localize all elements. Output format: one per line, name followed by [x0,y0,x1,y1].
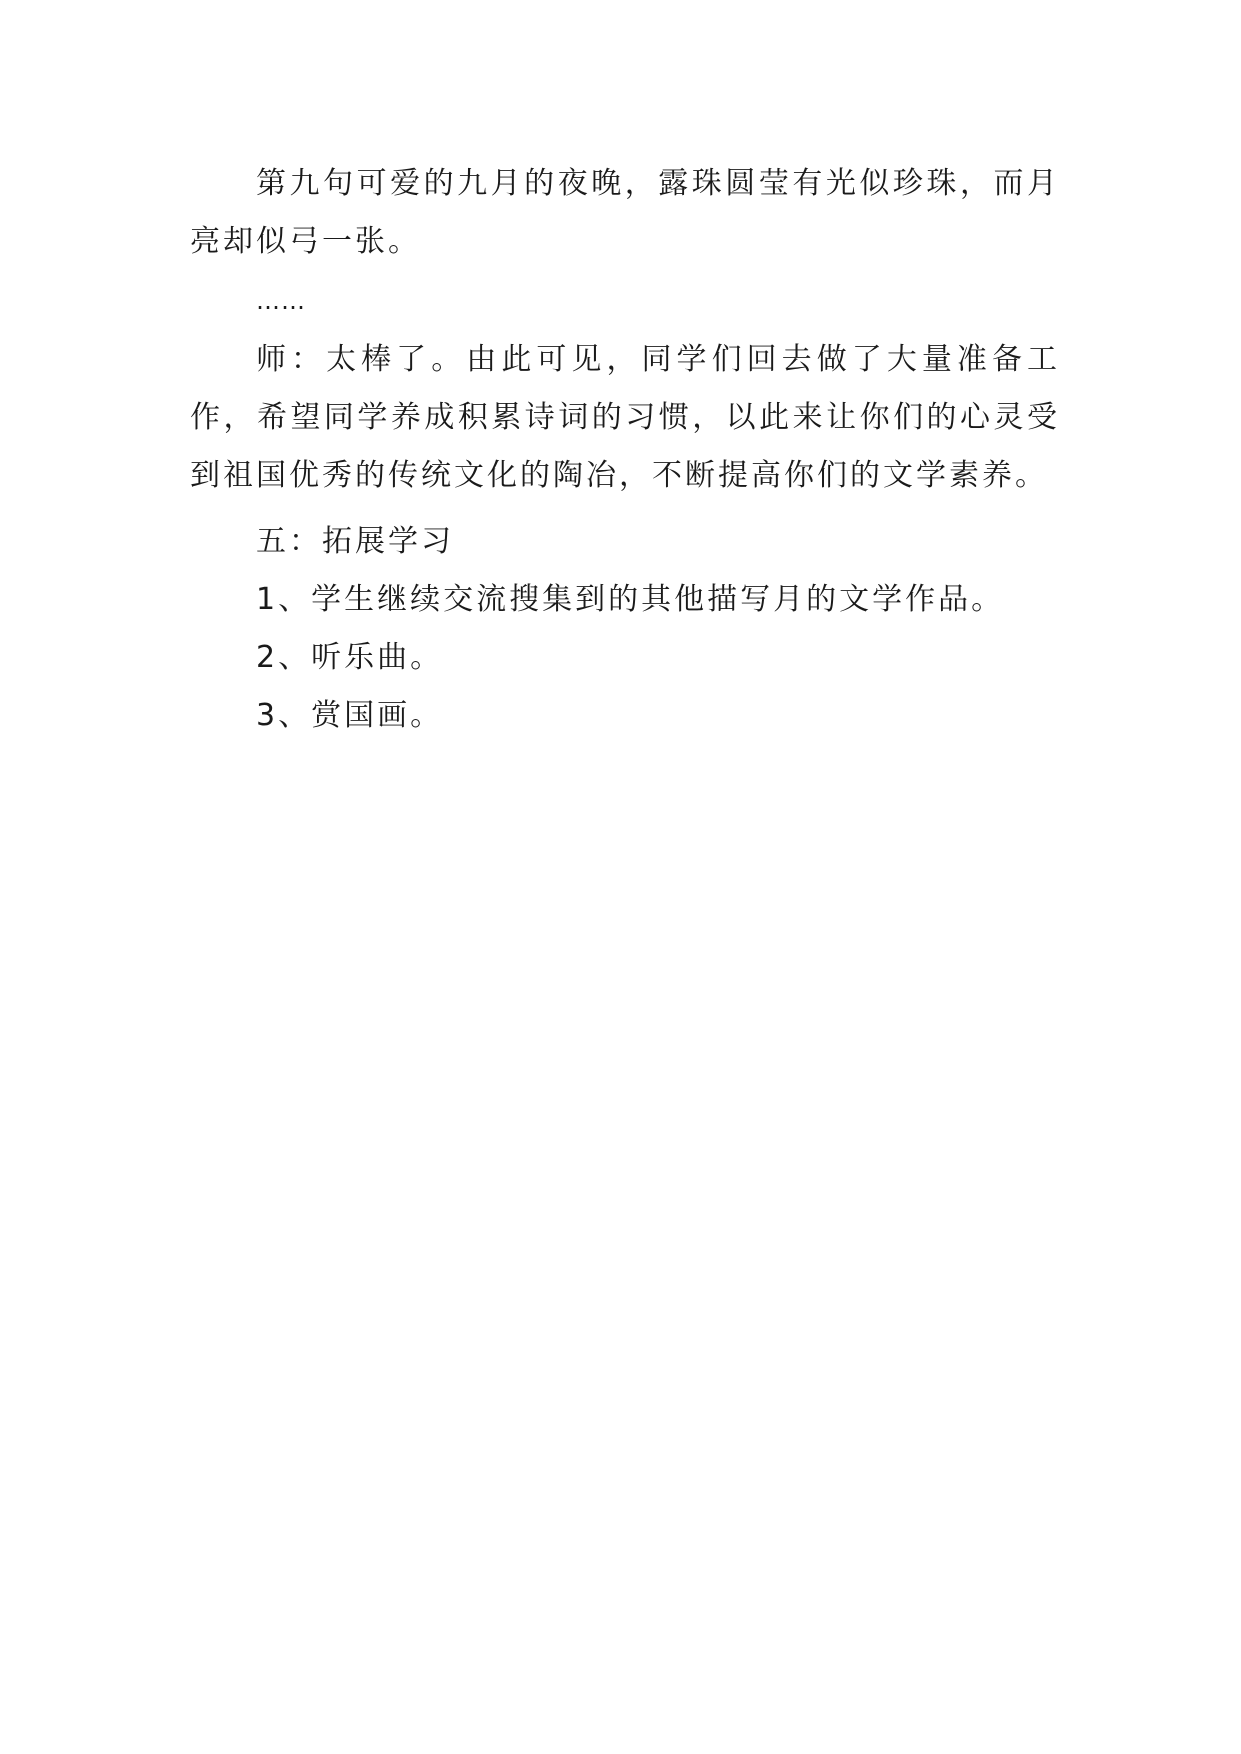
list-item-1: 1、学生继续交流搜集到的其他描写月的文学作品。 [256,582,1005,617]
list-item-3: 3、赏国画。 [256,698,444,733]
section-heading: 五：拓展学习 [256,524,454,559]
paragraph-ninth-line: 第九句可爱的九月的夜晚，露珠圆莹有光似珍珠，而月亮却似弓一张。 [190,166,1060,259]
list-item-2: 2、听乐曲。 [256,640,444,675]
document-body [190,155,1060,745]
ellipsis: …… [256,287,306,315]
paragraph-teacher-remark: 师：太棒了。由此可见，同学们回去做了大量准备工作，希望同学养成积累诗词的习惯，以此来让你们的心灵受到祖国优秀的传统文化的陶冶，不断提高你们的文学素养。 [190,342,1060,493]
